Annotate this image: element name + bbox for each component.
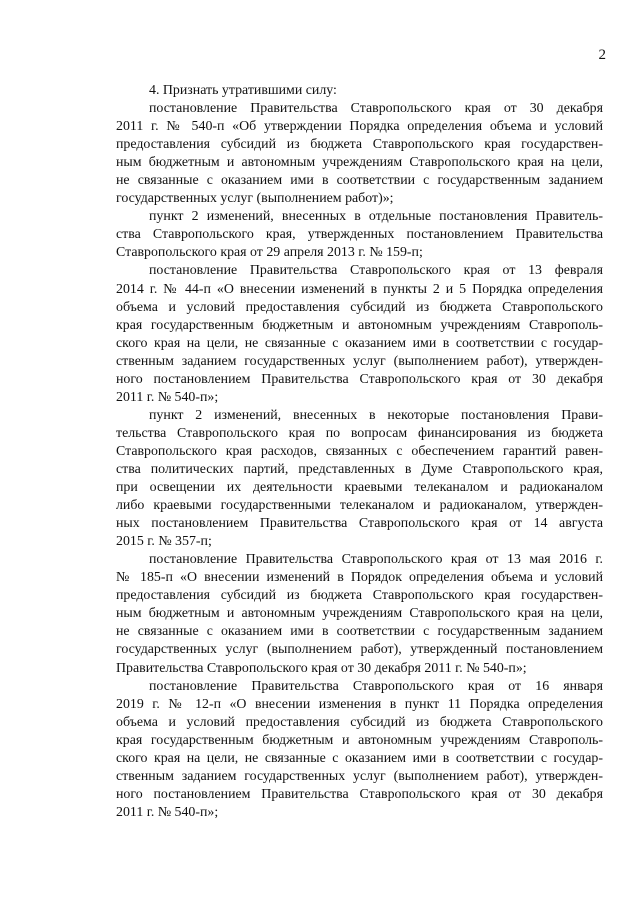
paragraph-line: ства политических партий, представленных в Думе Ставропольского края,: [116, 461, 603, 477]
paragraph-line: 2011 г. № 540-п «Об утверждении Порядка определения объема и условий: [116, 119, 603, 135]
paragraph-line: постановление Правительства Ставропольского края от 30 декабря: [149, 101, 603, 117]
paragraph-line: Правительства Ставропольского края от 30 декабря 2011 г. № 540-п»;: [116, 660, 527, 676]
page-number: 2: [598, 47, 606, 63]
paragraph-line: постановление Правительства Ставропольского края от 13 мая 2016 г.: [149, 552, 603, 568]
paragraph: [116, 208, 603, 262]
paragraph-line: 2011 г. № 540-п»;: [116, 389, 219, 405]
paragraph-line: ственным заданием государственных услуг (выполнением работ), утвержден-: [116, 353, 603, 369]
paragraph-line: пункт 2 изменений, внесенных в некоторые постановления Прави-: [149, 407, 603, 423]
paragraph-line: ным бюджетным и автономным учреждениям Ставропольского края на цели,: [116, 606, 603, 622]
paragraph-line: ства Ставропольского края, утвержденных постановлением Правительства: [116, 227, 603, 243]
paragraph-line: ным бюджетным и автономным учреждениям Ставропольского края на цели,: [116, 155, 603, 171]
paragraph-line: государственных услуг (выполнением работ), утвержденный постановлением: [116, 642, 603, 658]
paragraph-line: 2014 г. № 44-п «О внесении изменений в пункты 2 и 5 Порядка определения: [116, 281, 603, 297]
paragraph-line: не связанные с оказанием ими в соответствии с государственным заданием: [116, 173, 603, 189]
paragraph-line: ственным заданием государственных услуг (выполнением работ), утвержден-: [116, 768, 603, 784]
paragraph-line: постановление Правительства Ставропольского края от 13 февраля: [149, 263, 603, 279]
paragraph-line: Ставропольского края от 29 апреля 2013 г. № 159-п;: [116, 245, 423, 261]
paragraph-line: края государственным бюджетным и автономным учреждениям Ставрополь-: [116, 732, 603, 748]
paragraph-line: 2011 г. № 540-п»;: [116, 804, 219, 820]
paragraph: [116, 262, 603, 406]
paragraph-list: [116, 100, 603, 822]
paragraph-line: предоставления субсидий из бюджета Ставропольского края государствен-: [116, 137, 603, 153]
document-body: [116, 82, 603, 822]
paragraph-line: постановление Правительства Ставропольского края от 16 января: [149, 678, 603, 694]
paragraph-line: ного постановлением Правительства Ставропольского края от 30 декабря: [116, 371, 603, 387]
paragraph: [116, 407, 603, 551]
paragraph-line: пункт 2 изменений, внесенных в отдельные постановления Правитель-: [149, 209, 603, 225]
paragraph-line: Ставропольского края расходов, связанных с обеспечением гарантий равен-: [116, 443, 603, 459]
paragraph: [116, 678, 603, 822]
paragraph-line: объема и условий предоставления субсидий из бюджета Ставропольского: [116, 299, 603, 315]
paragraph-line: 2019 г. № 12-п «О внесении изменения в пункт 11 Порядка определения: [116, 696, 603, 712]
paragraph-line: № 185-п «О внесении изменений в Порядок определения объема и условий: [116, 570, 603, 586]
paragraph-line: ского края на цели, не связанные с оказанием ими в соответствии с государ-: [116, 750, 603, 766]
paragraph-line: объема и условий предоставления субсидий из бюджета Ставропольского: [116, 714, 603, 730]
paragraph-line: ных постановлением Правительства Ставропольского края от 14 августа: [116, 516, 603, 532]
paragraph-line: при освещении их деятельности краевыми телеканалом и радиоканалом: [116, 480, 603, 496]
paragraph-line: предоставления субсидий из бюджета Ставропольского края государствен-: [116, 588, 603, 604]
paragraph: [116, 100, 603, 208]
paragraph-line: края государственным бюджетным и автономным учреждениям Ставрополь-: [116, 317, 603, 333]
paragraph-line: 2015 г. № 357-п;: [116, 534, 212, 550]
paragraph-line: тельства Ставропольского края по вопросам финансирования из бюджета: [116, 425, 603, 441]
paragraph-line: ского края на цели, не связанные с оказанием ими в соответствии с государ-: [116, 335, 603, 351]
paragraph-line: государственных услуг (выполнением работ)»;: [116, 191, 394, 207]
paragraph-line: не связанные с оказанием ими в соответствии с государственным заданием: [116, 624, 603, 640]
paragraph: [116, 551, 603, 677]
paragraph-line: либо краевыми государственными телеканалом и радиоканалом, утвержден-: [116, 498, 603, 514]
paragraph-line: ного постановлением Правительства Ставропольского края от 30 декабря: [116, 786, 603, 802]
section-heading: 4. Признать утратившими силу:: [149, 83, 337, 98]
